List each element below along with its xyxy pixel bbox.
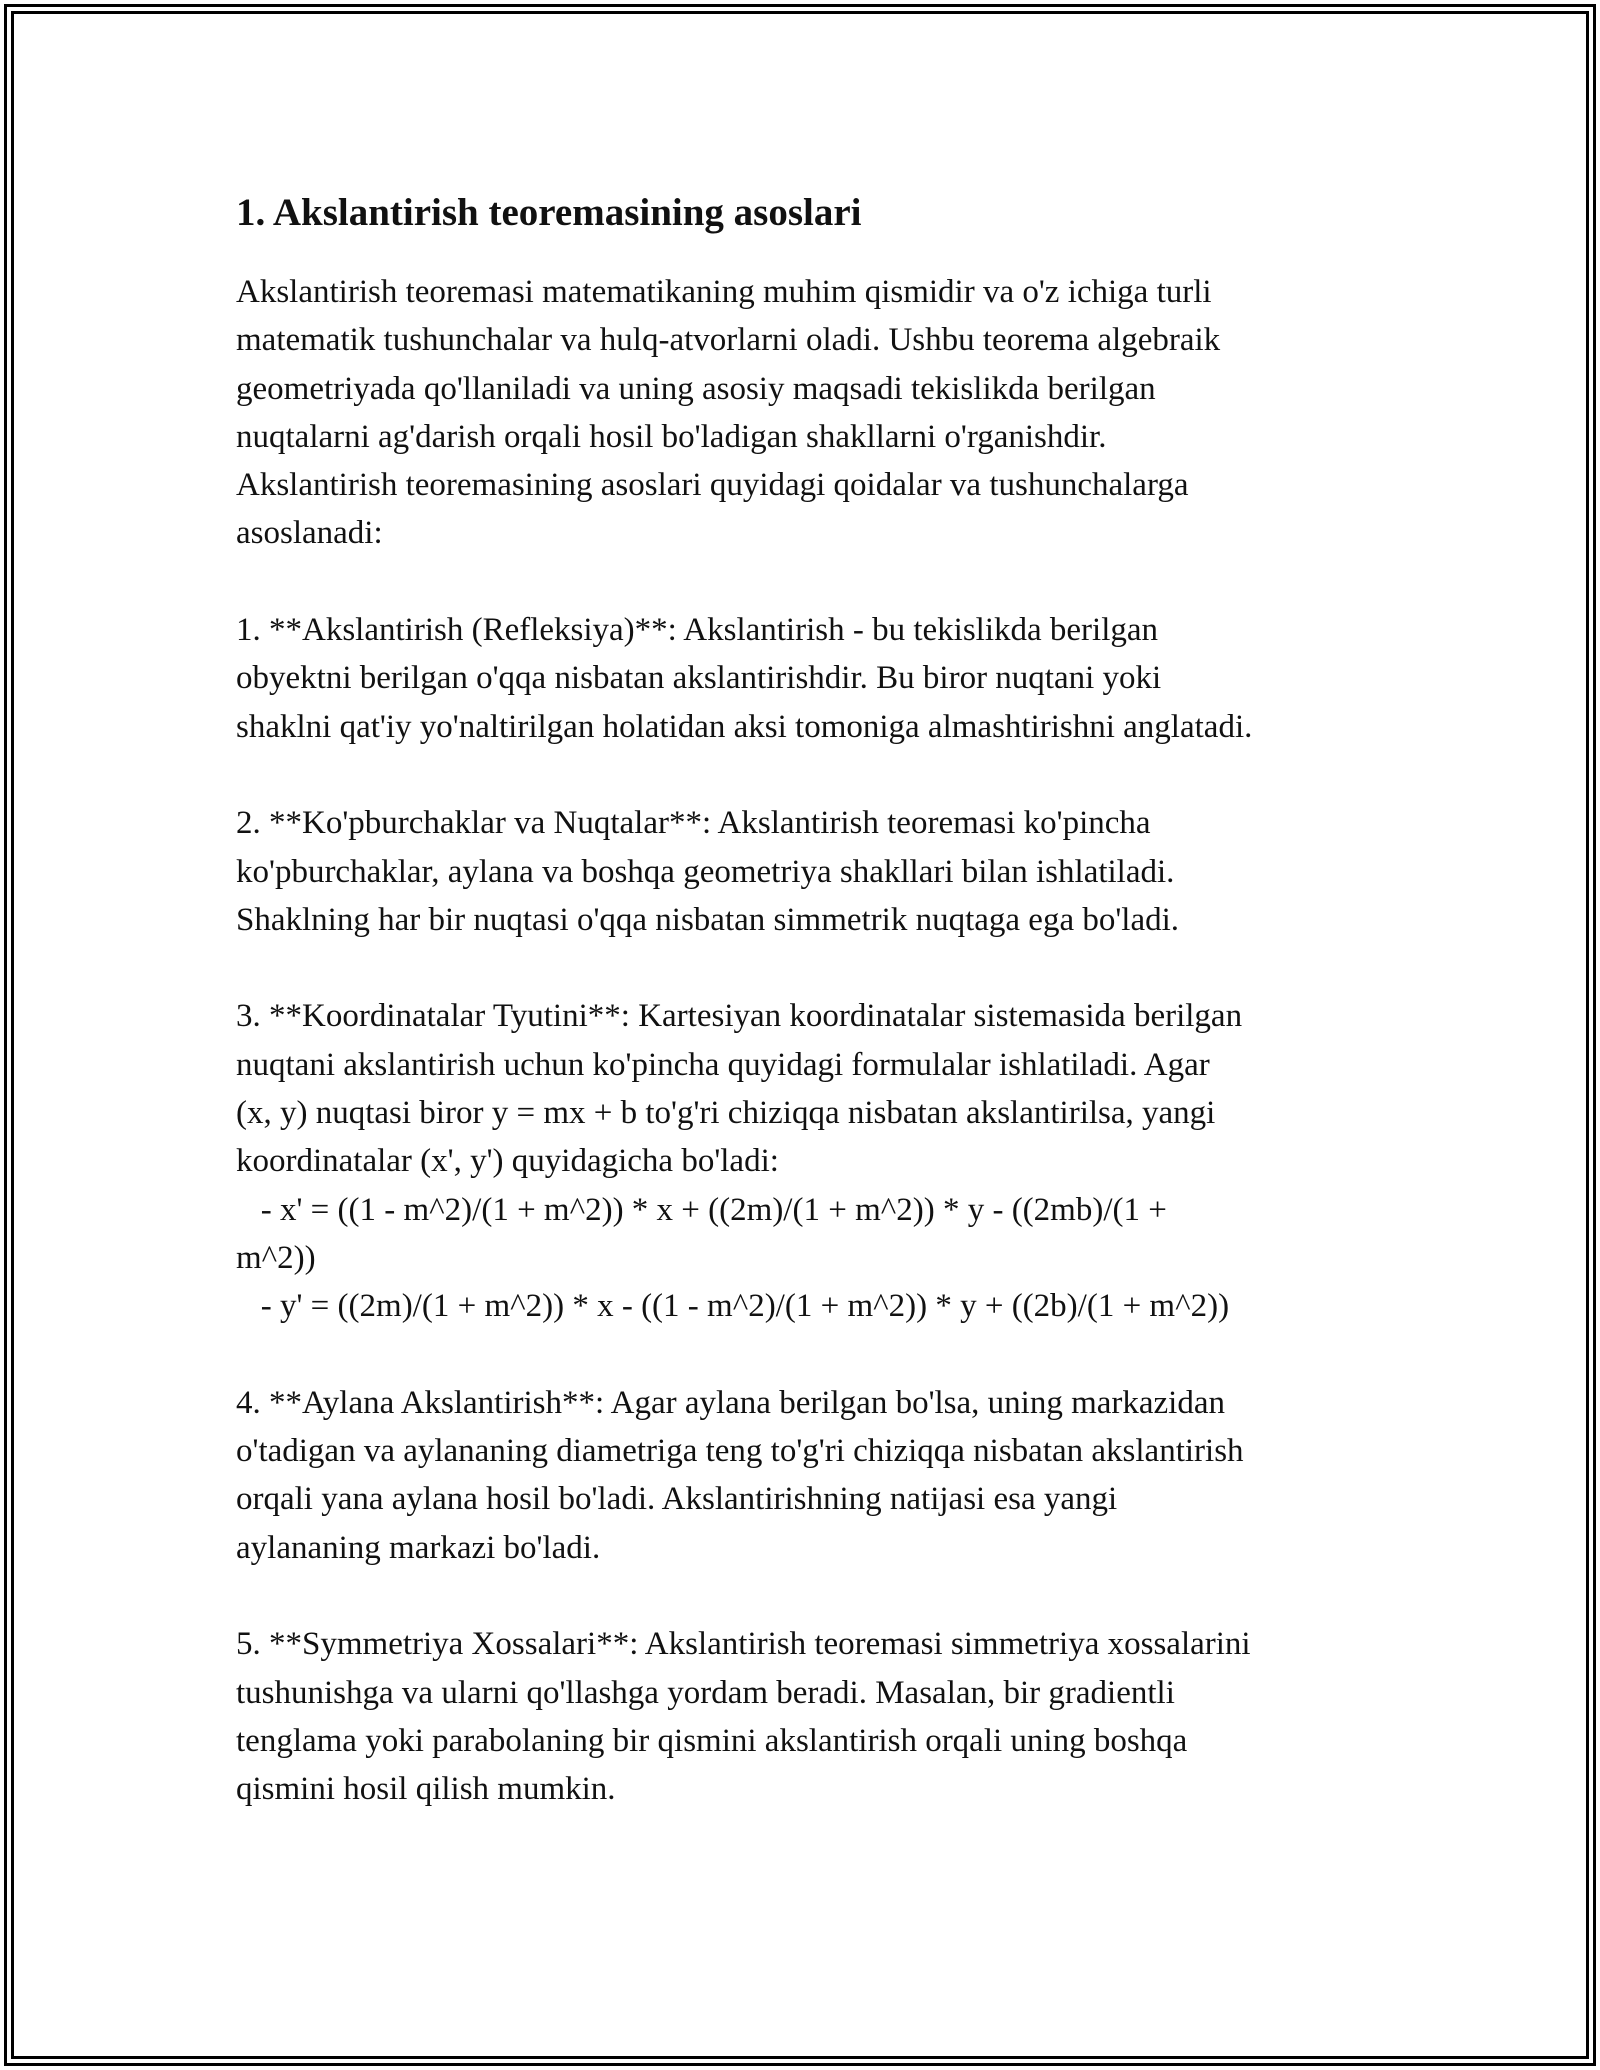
spacer-line	[236, 944, 1386, 992]
list-item-circle-reflection: 4. **Aylana Akslantirish**: Agar aylana berilgan bo'lsa, uning markazidan o'tadigan va aylananing diametriga teng to'g'ri chiziqqa nisbatan akslantirish orqali yana aylana hosil bo'ladi. Akslantirishning natijasi esa yangi aylananing markazi bo'ladi.	[236, 1384, 1244, 1566]
list-item-polygons-points: 2. **Ko'pburchaklar va Nuqtalar**: Akslantirish teoremasi ko'pincha ko'pburchaklar, aylana va boshqa geometriya shakllari bilan ishlatiladi. Shaklning har bir nuqtasi o'qqa nisbatan simmetrik nuqtaga ega bo'ladi.	[236, 805, 1180, 938]
list-item-coordinates: 3. **Koordinatalar Tyutini**: Kartesiyan koordinatalar sistemasida berilgan nuqtani akslantirish uchun ko'pincha quyidagi formulalar ishlatiladi. Agar (x, y) nuqtasi biror y = mx + b to'g'ri chiziqqa nisbatan akslantirilsa, yangi koordinatalar (x', y') quyidagicha bo'ladi: - x' = ((1 - m^2)/(1 + m^2)) * x + ((2m)/(1 + m^2)) * y - ((2mb)/(1 + m^2)) - y' = ((2m)/(1 + m^2)) * x - ((1 - m^2)/(1 + m^2)) * y + ((2b)/(1 + m^2))	[236, 998, 1243, 1325]
document-body	[236, 185, 1386, 1814]
spacer-line	[236, 558, 1386, 606]
spacer-line	[236, 751, 1386, 799]
list-item-symmetry-properties: 5. **Symmetriya Xossalari**: Akslantirish teoremasi simmetriya xossalarini tushunishga va ularni qo'llashga yordam beradi. Masalan, bir gradientli tenglama yoki parabolaning bir qismini akslantirish orqali uning boshqa qismini hosil qilish mumkin.	[236, 1626, 1251, 1808]
section-heading: 1. Akslantirish teoremasining asoslari	[236, 191, 862, 234]
spacer-line	[236, 1331, 1386, 1379]
intro-paragraph: Akslantirish teoremasi matematikaning muhim qismidir va o'z ichiga turli matematik tushunchalar va hulq-atvorlarni oladi. Ushbu teorema algebraik geometriyada qo'llaniladi va uning asosiy maqsadi tekislikda berilgan nuqtalarni ag'darish orqali hosil bo'ladigan shakllarni o'rganishdir. Akslantirish teoremasining asoslari quyidagi qoidalar va tushunchalarga asoslanadi:	[236, 274, 1221, 552]
list-item-reflection: 1. **Akslantirish (Refleksiya)**: Akslantirish - bu tekislikda berilgan obyektni berilgan o'qqa nisbatan akslantirishdir. Bu biror nuqtani yoki shaklni qat'iy yo'naltirilgan holatidan aksi tomoniga almashtirishni anglatadi.	[236, 612, 1253, 745]
spacer-line	[236, 1572, 1386, 1620]
